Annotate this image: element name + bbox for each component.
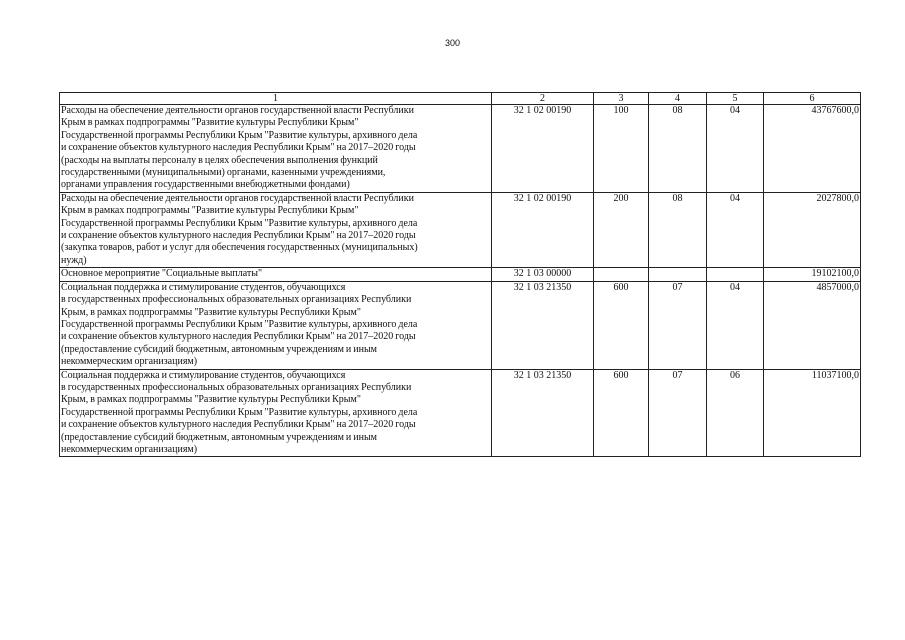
row-type: 600 (594, 281, 649, 369)
row-subsection: 04 (707, 192, 764, 267)
description-line: Основное мероприятие "Социальные выплаты" (61, 268, 263, 280)
table-row (60, 281, 861, 369)
description-line: в государственных профессиональных образовательных организациях Республики (61, 381, 412, 393)
header-col-2: 2 (492, 93, 594, 105)
description-line: (предоставление субсидий бюджетным, автономным учреждениям и иным (61, 431, 377, 443)
page-number: 300 (444, 38, 461, 48)
row-code: 32 1 03 21350 (492, 369, 594, 457)
row-amount: 19102100,0 (764, 268, 861, 281)
budget-table (59, 92, 861, 457)
row-code: 32 1 02 00190 (492, 192, 594, 267)
header-col-4: 4 (649, 93, 707, 105)
description-line: органами управления государственными внебюджетными фондами) (61, 179, 350, 191)
row-type: 200 (594, 192, 649, 267)
description-line: (предоставление субсидий бюджетным, автономным учреждениям и иным (61, 343, 377, 355)
table-header-row (60, 93, 861, 105)
table-row (60, 268, 861, 281)
header-col-1: 1 (60, 93, 492, 105)
row-section: 08 (649, 192, 707, 267)
row-amount: 11037100,0 (764, 369, 861, 457)
description-line: Государственной программы Республики Крым "Развитие культуры, архивного дела (61, 406, 418, 418)
row-type: 100 (594, 105, 649, 193)
description-line: Государственной программы Республики Крым "Развитие культуры, архивного дела (61, 129, 418, 141)
description-line: некоммерческим организациям) (61, 443, 198, 455)
row-subsection: 04 (707, 105, 764, 193)
row-subsection: 04 (707, 281, 764, 369)
description-line: и сохранение объектов культурного наследия Республики Крым" на 2017–2020 годы (61, 331, 416, 343)
description-line: Государственной программы Республики Крым "Развитие культуры, архивного дела (61, 318, 418, 330)
row-code: 32 1 03 00000 (492, 268, 594, 281)
description-line: Крым, в рамках подпрограммы "Развитие культуры Республики Крым" (61, 394, 361, 406)
description-line: (расходы на выплаты персоналу в целях обеспечения выполнения функций (61, 154, 378, 166)
description-line: Социальная поддержка и стимулирование студентов, обучающихся (61, 281, 346, 293)
table-row (60, 369, 861, 457)
description-line: и сохранение объектов культурного наследия Республики Крым" на 2017–2020 годы (61, 230, 416, 242)
row-description (60, 281, 492, 369)
description-line: и сохранение объектов культурного наследия Республики Крым" на 2017–2020 годы (61, 142, 416, 154)
row-subsection: 06 (707, 369, 764, 457)
row-section: 07 (649, 281, 707, 369)
row-description (60, 268, 492, 281)
header-col-6: 6 (764, 93, 861, 105)
row-type: 600 (594, 369, 649, 457)
header-col-5: 5 (707, 93, 764, 105)
table-row (60, 192, 861, 267)
row-section (649, 268, 707, 281)
row-subsection (707, 268, 764, 281)
header-col-3: 3 (594, 93, 649, 105)
description-line: Крым в рамках подпрограммы "Развитие культуры Республики Крым" (61, 205, 359, 217)
description-line: и сохранение объектов культурного наследия Республики Крым" на 2017–2020 годы (61, 419, 416, 431)
row-amount: 43767600,0 (764, 105, 861, 193)
description-line: Расходы на обеспечение деятельности органов государственной власти Республики (61, 192, 414, 204)
row-amount: 4857000,0 (764, 281, 861, 369)
description-line: Крым в рамках подпрограммы "Развитие культуры Республики Крым" (61, 117, 359, 129)
row-code: 32 1 03 21350 (492, 281, 594, 369)
description-line: нужд) (61, 254, 87, 266)
description-line: некоммерческим организациям) (61, 356, 198, 368)
description-line: (закупка товаров, работ и услуг для обеспечения государственных (муниципальных) (61, 242, 418, 254)
table-row (60, 105, 861, 193)
description-line: Крым, в рамках подпрограммы "Развитие культуры Республики Крым" (61, 306, 361, 318)
description-line: государственными (муниципальными) органами, казенными учреждениями, (61, 167, 386, 179)
row-description (60, 369, 492, 457)
row-section: 07 (649, 369, 707, 457)
row-code: 32 1 02 00190 (492, 105, 594, 193)
row-section: 08 (649, 105, 707, 193)
description-line: Государственной программы Республики Крым "Развитие культуры, архивного дела (61, 217, 418, 229)
row-description (60, 192, 492, 267)
description-line: в государственных профессиональных образовательных организациях Республики (61, 294, 412, 306)
row-type (594, 268, 649, 281)
row-description (60, 105, 492, 193)
row-amount: 2027800,0 (764, 192, 861, 267)
description-line: Расходы на обеспечение деятельности органов государственной власти Республики (61, 105, 414, 116)
description-line: Социальная поддержка и стимулирование студентов, обучающихся (61, 369, 346, 381)
